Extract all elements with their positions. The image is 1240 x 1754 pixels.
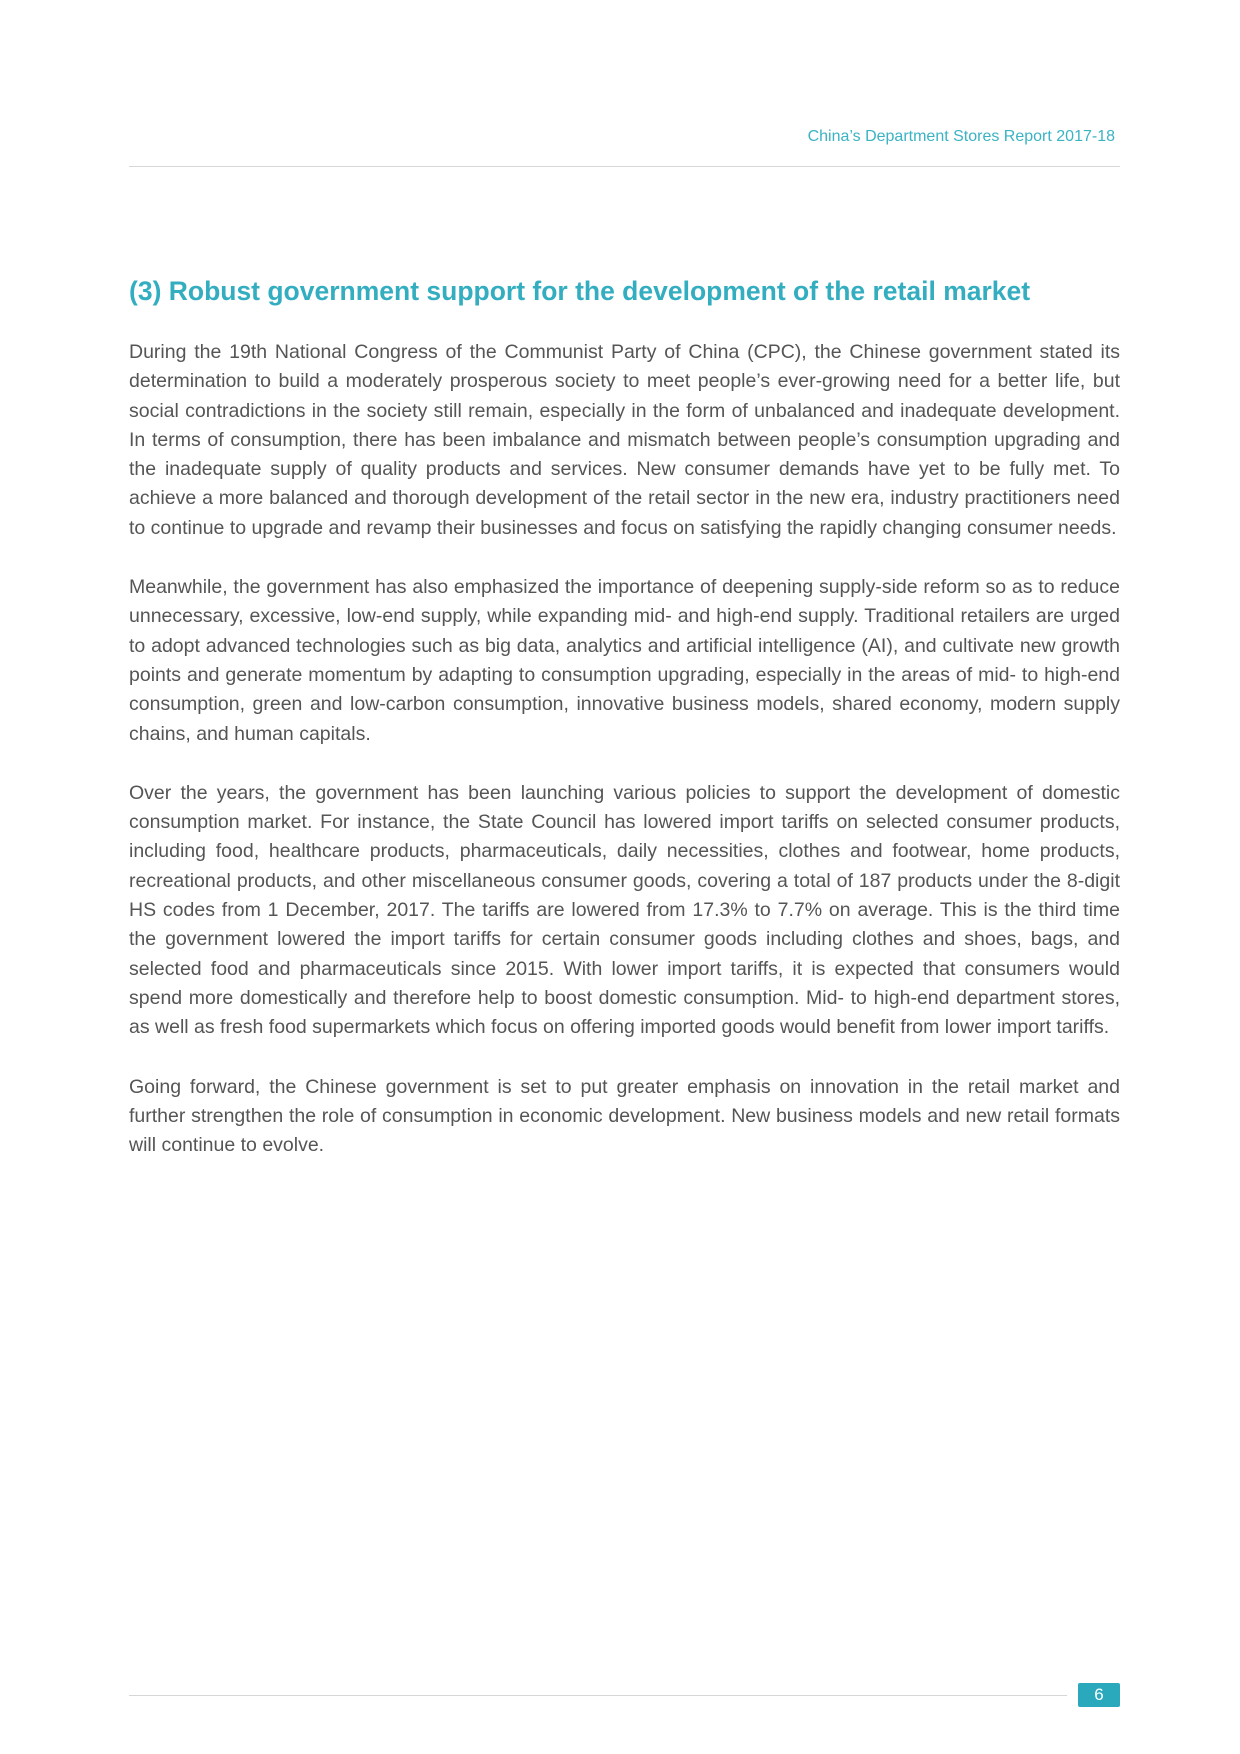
footer-divider (129, 1695, 1067, 1696)
page-number-badge: 6 (1078, 1683, 1120, 1707)
paragraph-2: Meanwhile, the government has also emphasized the importance of deepening supply-side reform so as to reduce unnecessary, excessive, low-end supply, while expanding mid- and high-end supply. Traditional retailers are urged to adopt advanced technologies such as big data, analytics and artificial intelligence (AI), and cultivate new growth points and generate momentum by adapting to consumption upgrading, especially in the areas of mid- to high-end consumption, green and low-carbon consumption, innovative business models, shared economy, modern supply chains, and human capitals. (129, 576, 1120, 745)
paragraph-3: Over the years, the government has been launching various policies to support the development of domestic consumption market. For instance, the State Council has lowered import tariffs on selected consumer products, including food, healthcare products, pharmaceuticals, daily necessities, clothes and footwear, home products, recreational products, and other miscellaneous consumer goods, covering a total of 187 products under the 8-digit HS codes from 1 December, 2017. The tariffs are lowered from 17.3% to 7.7% on average. This is the third time the government lowered the import tariffs for certain consumer goods including clothes and shoes, bags, and selected food and pharmaceuticals since 2015. With lower import tariffs, it is expected that consumers would spend more domestically and therefore help to boost domestic consumption. Mid- to high-end department stores, as well as fresh food supermarkets which focus on offering imported goods would benefit from lower import tariffs. (129, 781, 1120, 1039)
section-heading: (3) Robust government support for the development of the retail market (129, 276, 1031, 306)
header-divider (129, 166, 1120, 167)
paragraph-1: During the 19th National Congress of the Communist Party of China (CPC), the Chinese government stated its determination to build a moderately prosperous society to meet people’s ever-growing need for a better life, but social contradictions in the society still remain, especially in the form of unbalanced and inadequate development. In terms of consumption, there has been imbalance and mismatch between people’s consumption upgrading and the inadequate supply of quality products and services. New consumer demands have yet to be fully met. To achieve a more balanced and thorough development of the retail sector in the new era, industry practitioners need to continue to upgrade and revamp their businesses and focus on satisfying the rapidly changing consumer needs. (129, 341, 1120, 539)
body-text (129, 338, 1120, 1190)
running-header: China’s Department Stores Report 2017-18 (807, 128, 1115, 145)
paragraph-4: Going forward, the Chinese government is set to put greater emphasis on innovation in the retail market and further strengthen the role of consumption in economic development. New business models and new retail formats will continue to evolve. (129, 1075, 1120, 1157)
